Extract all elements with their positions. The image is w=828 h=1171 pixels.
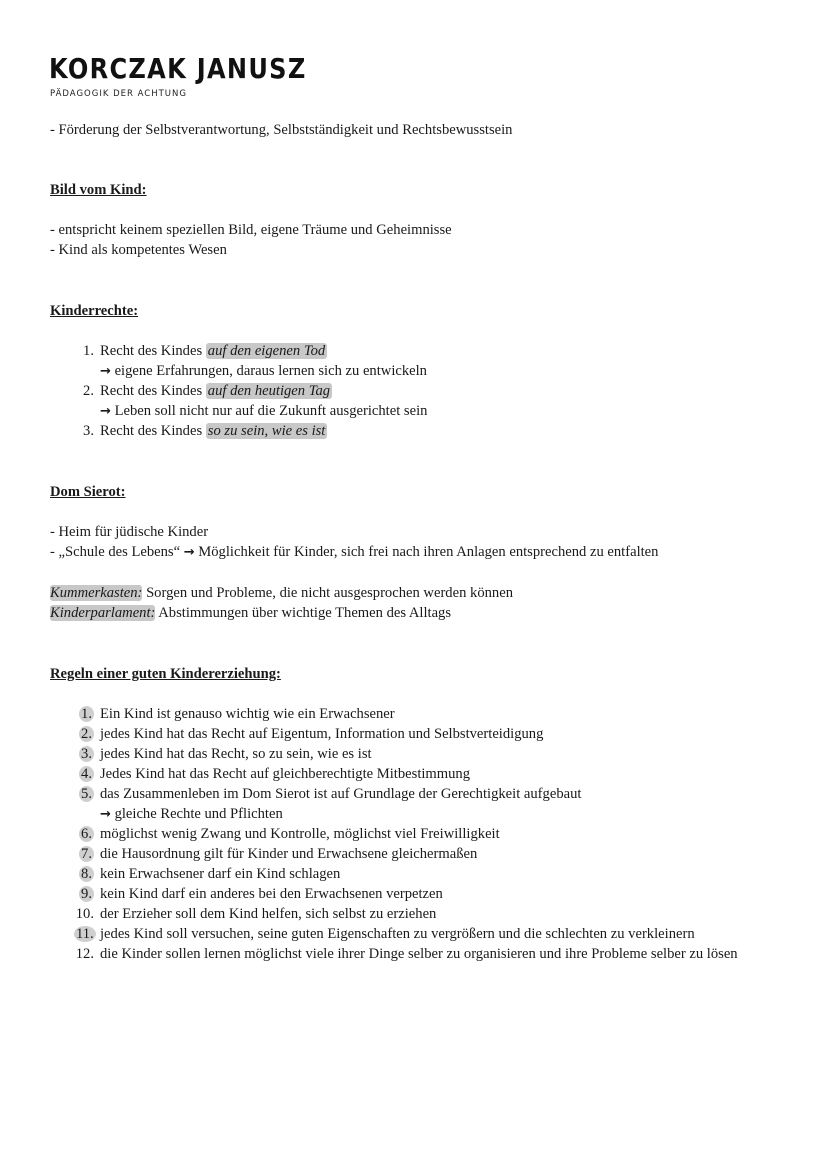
- rechte-item-prefix: Recht des Kindes: [100, 343, 206, 359]
- rechte-item-highlight: auf den heutigen Tag: [207, 383, 331, 399]
- heading-bild-vom-kind: Bild vom Kind:: [50, 182, 147, 198]
- regel-number: 10.: [75, 906, 94, 922]
- rechte-item: [100, 381, 332, 401]
- regel-item: die Hausordnung gilt für Kinder und Erwachsene gleichermaßen: [100, 846, 478, 862]
- regel-item: jedes Kind hat das Recht auf Eigentum, Information und Selbstverteidigung: [100, 726, 544, 742]
- rechte-number: 2.: [83, 383, 94, 399]
- heading-kinderrechte: Kinderrechte:: [50, 303, 139, 319]
- regel-number: 3.: [81, 746, 92, 762]
- dom-line-2: [50, 542, 658, 563]
- rechte-sub: [100, 401, 427, 422]
- regel-item: Ein Kind ist genauso wichtig wie ein Erwachsener: [100, 706, 395, 722]
- regel-item: kein Kind darf ein anderes bei den Erwachsenen verpetzen: [100, 886, 443, 902]
- dom-line-1: - Heim für jüdische Kinder: [50, 524, 209, 540]
- term-text: Abstimmungen über wichtige Themen des Alltags: [155, 605, 452, 621]
- rechte-item: [100, 341, 327, 361]
- regel-number: 7.: [81, 846, 92, 862]
- regel-item: der Erzieher soll dem Kind helfen, sich selbst zu erziehen: [100, 906, 437, 922]
- rechte-item: [100, 421, 327, 441]
- arrow-right-icon: →: [100, 404, 111, 419]
- regel-number: 12.: [75, 946, 94, 962]
- page-title: KORCZAK JANUSZ: [49, 52, 307, 85]
- regel-item: kein Erwachsener darf ein Kind schlagen: [100, 866, 341, 882]
- intro-line: - Förderung der Selbstverantwortung, Selbstständigkeit und Rechtsbewusstsein: [50, 122, 513, 138]
- bild-line-2: - Kind als kompetentes Wesen: [50, 242, 227, 258]
- page-subtitle: PÄDAGOGIK DER ACHTUNG: [50, 89, 187, 99]
- regel-item: die Kinder sollen lernen möglichst viele ihrer Dinge selber zu organisieren und ihre Probleme selber zu lösen: [100, 946, 738, 962]
- regel-number: 5.: [81, 786, 92, 802]
- regel-number: 8.: [81, 866, 92, 882]
- arrow-right-icon: →: [100, 807, 111, 822]
- rechte-item-highlight: so zu sein, wie es ist: [207, 423, 326, 439]
- regel-item: jedes Kind soll versuchen, seine guten Eigenschaften zu vergrößern und die schlechten zu verkleinern: [100, 926, 695, 942]
- rechte-sub-text: Leben soll nicht nur auf die Zukunft ausgerichtet sein: [114, 403, 428, 419]
- bild-line-1: - entspricht keinem speziellen Bild, eigene Träume und Geheimnisse: [50, 222, 452, 238]
- regel-item: möglichst wenig Zwang und Kontrolle, möglichst viel Freiwilligkeit: [100, 826, 500, 842]
- heading-regeln: Regeln einer guten Kindererziehung:: [50, 666, 281, 682]
- term-text: Sorgen und Probleme, die nicht ausgesprochen werden können: [142, 585, 513, 601]
- rechte-number: 1.: [83, 343, 94, 359]
- regel-number: 2.: [81, 726, 92, 742]
- regel-number: 6.: [81, 826, 92, 842]
- regel-item: das Zusammenleben im Dom Sierot ist auf Grundlage der Gerechtigkeit aufgebaut: [100, 786, 582, 802]
- dom-line-2-suffix: Möglichkeit für Kinder, sich frei nach ihren Anlagen entsprechend zu entfalten: [194, 544, 659, 560]
- regel-number: 9.: [81, 886, 92, 902]
- regel-number: 11.: [76, 926, 94, 942]
- dom-line-2-prefix: - „Schule des Lebens“: [50, 544, 184, 560]
- rechte-item-prefix: Recht des Kindes: [100, 383, 206, 399]
- term-kummerkasten: [50, 583, 513, 603]
- term-kinderparlament: [50, 603, 451, 623]
- regel-sub: [100, 804, 283, 825]
- rechte-sub-text: eigene Erfahrungen, daraus lernen sich zu entwickeln: [114, 363, 427, 379]
- rechte-item-highlight: auf den eigenen Tod: [207, 343, 326, 359]
- regel-number: 1.: [81, 706, 92, 722]
- rechte-number: 3.: [83, 423, 94, 439]
- regel-item: jedes Kind hat das Recht, so zu sein, wie es ist: [100, 746, 372, 762]
- rechte-sub: [100, 361, 427, 382]
- term-label: Kinderparlament:: [50, 605, 156, 621]
- rechte-item-prefix: Recht des Kindes: [100, 423, 206, 439]
- term-label: Kummerkasten:: [50, 585, 143, 601]
- arrow-right-icon: →: [183, 545, 195, 560]
- heading-dom-sierot: Dom Sierot:: [50, 484, 126, 500]
- regel-number: 4.: [81, 766, 92, 782]
- regel-item: Jedes Kind hat das Recht auf gleichberechtigte Mitbestimmung: [100, 766, 471, 782]
- arrow-right-icon: →: [100, 364, 111, 379]
- regel-sub-text: gleiche Rechte und Pflichten: [114, 806, 283, 822]
